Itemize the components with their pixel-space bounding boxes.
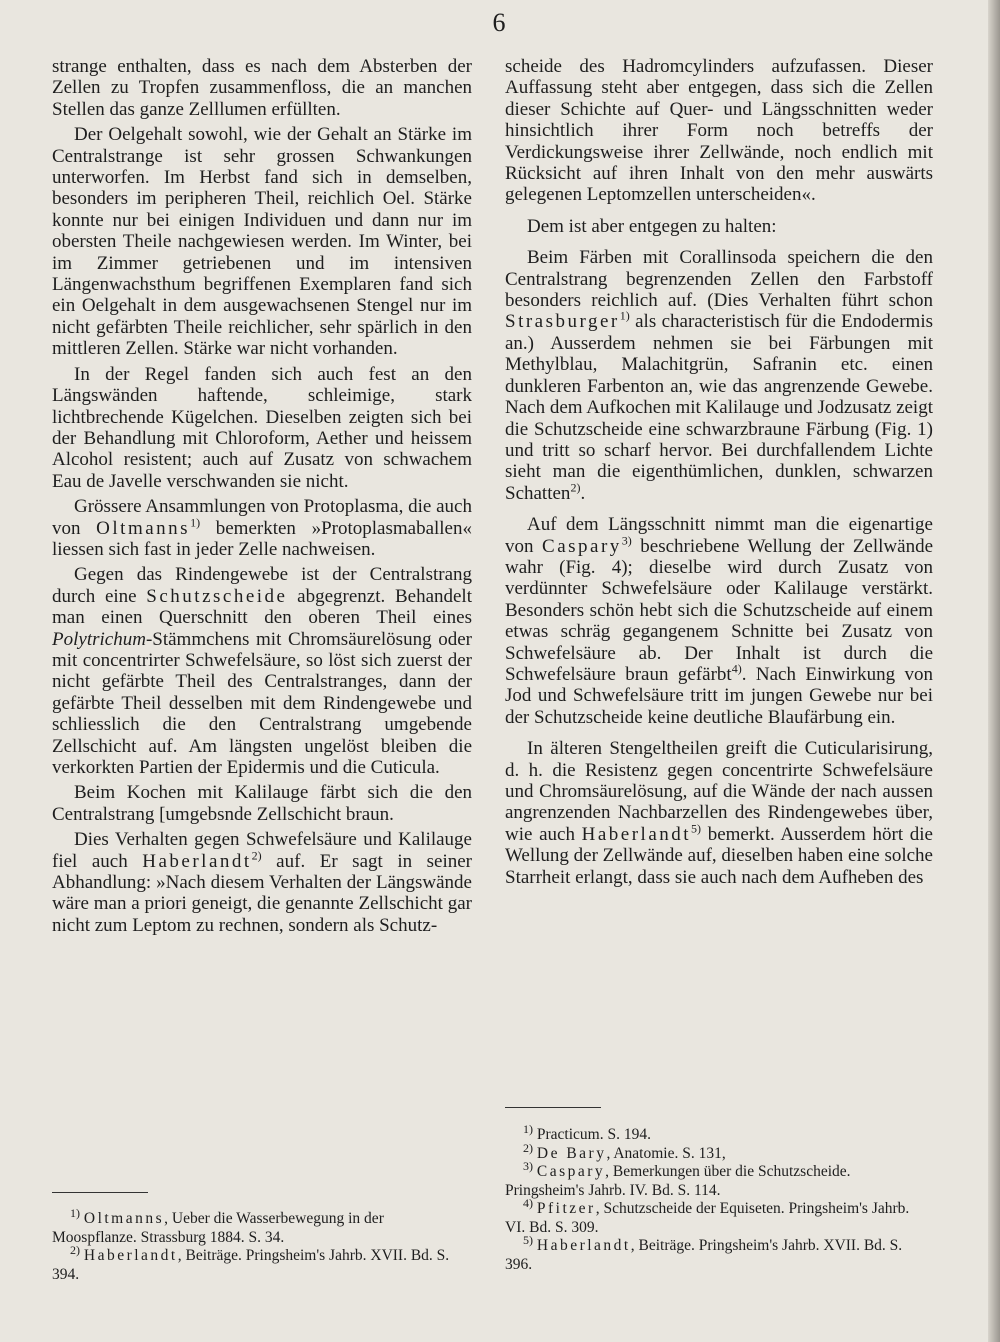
text-run: Grössere Ansammlungen von Protoplasma, die auch von (52, 496, 472, 539)
paragraph (505, 247, 933, 504)
text-run: beschriebene Wellung der Zellwände wahr (Fig. 4); dieselbe wird durch Zusatz von verdünnter Schwefelsäure oder Kalilauge verstärkt. Besonders schön hebt sich die Schutzscheide auf einem etwas schräg gegangenem Schnitte bei Zusatz von Schwefelsäure ab. Der Inhalt ist durch die Schwefelsäure braun gefärbt (505, 535, 934, 685)
page-number: 6 (492, 8, 506, 37)
footnote-ref: 1) (619, 309, 630, 324)
text-run: auf. Er sagt in seiner Abhandlung: »Nach diesem Verhalten der Längswände wäre man a priori geneigt, die genannte Zellschicht gar nicht zum Leptom zu rechnen, sondern als Schutz- (52, 850, 472, 936)
text-run: als characteristisch für die Endodermis an.) Ausserdem nehmen sie bei Färbungen mit Methylblau, Malachitgrün, Safranin etc. einen dunkleren Farbenton an, wie das angrenzende Gewebe. Nach dem Aufkochen mit Kalilauge und Jodzusatz zeigt die Schutzscheide eine schwarzbraune Färbung (Fig. 1) und tritt so scharf hervor. Bei durchfallendem Lichte sieht man die eigenthümlichen, dunklen, schwarzen Schatten (505, 311, 933, 504)
paragraph (52, 564, 472, 778)
footnote-ref: 2) (70, 1242, 80, 1257)
footnote (505, 1158, 933, 1200)
author-name: Haberlandt (142, 850, 252, 872)
author-name: Oltmanns (96, 517, 191, 539)
text-run: , Bemerkungen über die Schutzscheide. Pringsheim's Jahrb. IV. Bd. S. 114. (505, 1163, 851, 1199)
text-run: . Nach Einwirkung von Jod und Schwefelsäure tritt im jungen Gewebe nur bei der Schutzscheide keine deutliche Blaufärbung ein. (505, 663, 933, 728)
footnote (505, 1232, 933, 1274)
text-run: bemerkten »Protoplasmaballen« liessen sich fast in jeder Zelle nachweisen. (52, 517, 472, 560)
footnote-ref: 2) (251, 848, 262, 863)
text-run: Beim Kochen mit Kalilauge färbt sich die den Centralstrang [umgebsnde Zellschicht braun. (52, 782, 472, 825)
footnote-ref: 2) (523, 1140, 533, 1155)
footnote (505, 1121, 933, 1145)
footnote-ref: 5) (523, 1232, 533, 1247)
author-name: Haberlandt (581, 823, 692, 845)
paragraph (52, 496, 472, 560)
footnote (505, 1195, 933, 1237)
footnote (52, 1242, 472, 1284)
text-run: scheide des Hadromcylinders aufzufassen. Dieser Auffassung steht aber entgegen, dass sich die Zellen dieser Schichte auf Quer- und Längsschnitten weder hinsichtlich ihrer Form noch betreffs der Verdickungsweise ihrer Zellwände, noch endlich mit Rücksicht auf ihren Inhalt von den mehr auswärts gelegenen Leptomzellen unterscheiden«. (505, 56, 933, 206)
author-name: Schutzscheide (146, 585, 288, 607)
author-name: Strasburger (505, 311, 620, 333)
footnote (505, 1140, 933, 1164)
footnote-ref: 1) (523, 1121, 533, 1136)
text-run: strange enthalten, dass es nach dem Absterben der Zellen zu Tropfen zusammenfloss, die an manchen Stellen das ganze Zelllumen erfüllten. (52, 56, 472, 120)
paragraph (52, 56, 472, 120)
author-name: Caspary (536, 1163, 606, 1180)
author-name: Haberlandt (536, 1237, 631, 1254)
author-name: Haberlandt (83, 1247, 178, 1264)
text-run: In älteren Stengeltheilen greift die Cuticularisirung, d. h. die Resistenz gegen concentrirte Schwefelsäure und Chromsäurelösung, auf die Wände der nach aussen angrenzenden Nachbarzellen des Rindengewebes über, wie auch (505, 738, 933, 845)
footnote-ref: 4) (523, 1195, 533, 1210)
paragraph (505, 56, 933, 206)
paragraph (52, 124, 472, 359)
paragraph (52, 364, 472, 492)
text-run: Auf dem Längsschnitt nimmt man die eigenartige von (505, 514, 933, 557)
author-name: Pfitzer (536, 1200, 596, 1217)
author-name: De Bary (536, 1144, 607, 1162)
left-column (52, 56, 472, 936)
footnote-ref: 3) (621, 533, 632, 548)
text-run: , Beiträge. Pringsheim's Jahrb. XVII. Bd. S. 396. (505, 1237, 903, 1273)
text-run: Practicum. S. 194. (533, 1126, 651, 1143)
text-run: . (580, 482, 586, 504)
right-column (505, 56, 933, 888)
text-run: -Stämmchens mit Chromsäurelösung oder mit concentrirter Schwefelsäure, so löst sich zuerst der nicht gefärbte Theil des Centralstranges, dann der gefärbte Theil desselben mit dem Rindengewebe und schliesslich die den Centralstrang umgebende Zellschicht auf. Am längsten ungelöst bleiben die verkorkten Partien der Epidermis und die Cuticula. (52, 628, 472, 778)
italic-term: Polytrichum (52, 628, 146, 650)
right-footnote-rule (505, 1107, 601, 1108)
author-name: Oltmanns (83, 1210, 165, 1227)
footnote-ref: 2) (570, 480, 581, 495)
paragraph (505, 216, 933, 237)
text-run: In der Regel fanden sich auch fest an den Längswänden haftende, schleimige, stark lichtbrechende Kügelchen. Dieselben zeigten sich bei der Behandlung mit Chloroform, Aether und heissem Alcohol resistent; auch auf Zusatz von schwachem Eau de Javelle verschwanden sie nicht. (52, 363, 472, 492)
footnote-ref: 1) (190, 515, 201, 530)
paragraph (505, 738, 933, 888)
footnote-ref: 3) (523, 1158, 533, 1173)
text-run: Gegen das Rindengewebe ist der Centralstrang durch eine (52, 564, 472, 607)
text-run: abgegrenzt. Behandelt man einen Querschnitt den oberen Theil eines (52, 585, 472, 629)
author-name: Caspary (542, 535, 622, 557)
text-run: , Schutzscheide der Equiseten. Pringsheim's Jahrb. VI. Bd. S. 309. (505, 1200, 910, 1236)
right-footnotes (505, 1121, 933, 1274)
left-footnote-rule (52, 1192, 148, 1193)
paragraph (52, 829, 472, 936)
text-run: Dem ist aber entgegen zu halten: (527, 215, 777, 237)
paragraph (52, 782, 472, 825)
text-run: , Anatomie. S. 131, (606, 1144, 726, 1162)
text-run: Dies Verhalten gegen Schwefelsäure und Kalilauge fiel auch (52, 829, 472, 872)
footnote-ref: 4) (731, 661, 742, 676)
paragraph (505, 514, 933, 728)
footnote (52, 1205, 472, 1247)
left-footnotes (52, 1205, 472, 1284)
text-run: bemerkt. Ausserdem hört die Wellung der Zellwände auf, dieselben haben eine solche Starrheit erlangt, dass sie auch nach dem Aufheben des (505, 823, 933, 888)
text-run: Beim Färben mit Corallinsoda speichern die den Centralstrang begrenzenden Zellen den Farbstoff besonders reichlich auf. (Dies Verhalten führt schon (505, 247, 933, 312)
footnote-ref: 1) (70, 1205, 80, 1220)
text-run: , Ueber die Wasserbewegung in der Moospflanze. Strassburg 1884. S. 34. (52, 1210, 384, 1246)
page-edge-shadow (988, 0, 1000, 1342)
footnote-ref: 5) (691, 821, 702, 836)
text-run: Der Oelgehalt sowohl, wie der Gehalt an Stärke im Centralstrange ist sehr grossen Schwankungen unterworfen. Im Herbst fand sich in demselben, besonders im peripheren Theil, reichlich Oel. Stärke konnte nur bei einigen Individuen und dann nur im obersten Theile nachgewiesen werden. Im Winter, bei im Zimmer getriebenen und im intensiven Längenwachsthum begriffenen Exemplaren fand sich ein Oelgehalt in dem ausgewachsenen Stengel nur im nicht gefärbten Theile reichlicher, sehr spärlich in den mittleren Zellen. Stärke war nicht vorhanden. (52, 124, 472, 360)
text-run: , Beiträge. Pringsheim's Jahrb. XVII. Bd. S. 394. (52, 1247, 450, 1283)
